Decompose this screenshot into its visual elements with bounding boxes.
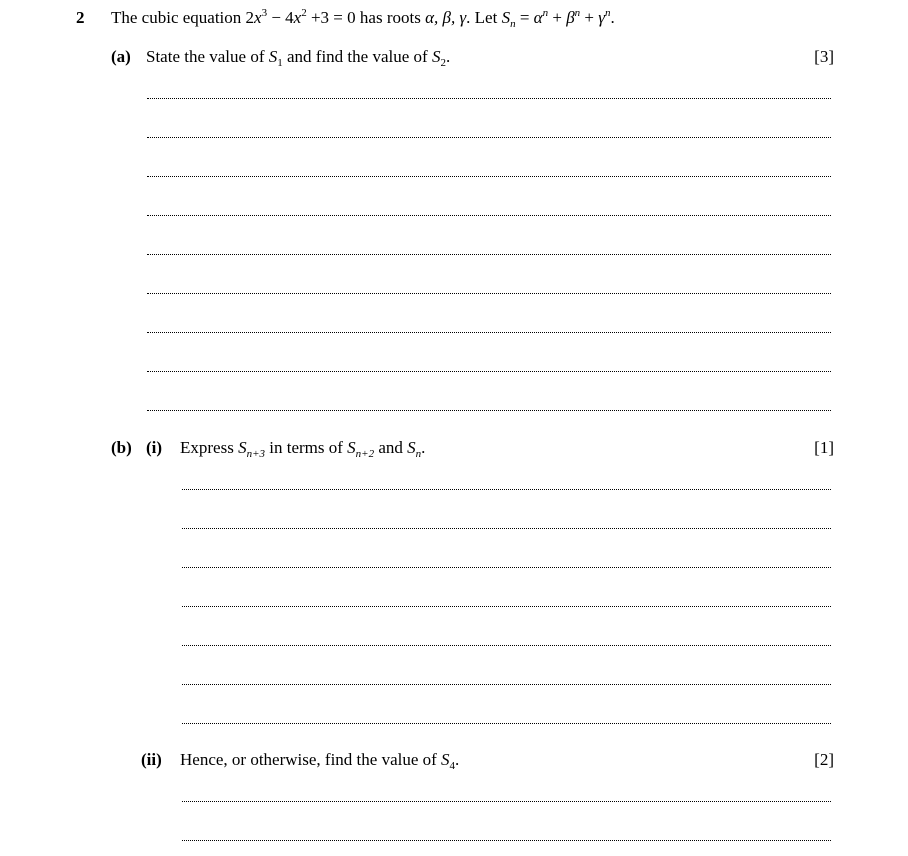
answer-line[interactable] — [182, 801, 831, 802]
answer-line[interactable] — [147, 137, 831, 138]
answer-line[interactable] — [147, 371, 831, 372]
part-b-ii-question: Hence, or otherwise, find the value of $S_4$. — [180, 750, 460, 772]
question-stem: The cubic equation $2x^3 - 4x^2 +3 = 0$ has roots α, β, γ. Let $S_n = \alpha^n + \beta^n + \gamma^n$. — [111, 7, 615, 30]
part-b-i-marks: [1] — [814, 438, 834, 457]
answer-line[interactable] — [147, 293, 831, 294]
cubic-equation: $2x^3 - 4x^2 +3 = 0$ — [245, 7, 356, 27]
answer-line[interactable] — [182, 489, 831, 490]
answer-line[interactable] — [147, 332, 831, 333]
stem-text: The cubic equation — [111, 8, 242, 27]
part-b-label: (b) — [111, 438, 132, 457]
answer-line[interactable] — [147, 176, 831, 177]
roots: α, β, γ — [425, 8, 467, 27]
answer-line[interactable] — [182, 723, 831, 724]
answer-line[interactable] — [147, 98, 831, 99]
answer-line[interactable] — [182, 684, 831, 685]
part-a-marks: [3] — [814, 47, 834, 66]
answer-line[interactable] — [147, 254, 831, 255]
part-b-i-question: Express $S_{n+3}$ in terms of $S_{n+2}$ and $S_n$. — [180, 438, 426, 460]
sn-definition: $S_n = \alpha^n + \beta^n + \gamma^n$. — [501, 7, 615, 30]
part-b-i-label: (i) — [146, 438, 163, 457]
answer-line[interactable] — [182, 606, 831, 607]
answer-line[interactable] — [182, 528, 831, 529]
part-b-ii-marks: [2] — [814, 750, 834, 769]
part-a-question: State the value of $S_1$ and find the value of $S_2$. — [146, 47, 451, 69]
answer-line[interactable] — [182, 840, 831, 841]
question-number: 2 — [76, 8, 85, 27]
has-roots-text: has roots — [359, 8, 421, 27]
part-a-label: (a) — [111, 47, 131, 66]
answer-line[interactable] — [182, 645, 831, 646]
answer-line[interactable] — [147, 410, 831, 411]
part-b-ii-label: (ii) — [141, 750, 162, 769]
answer-line[interactable] — [147, 215, 831, 216]
answer-line[interactable] — [182, 567, 831, 568]
